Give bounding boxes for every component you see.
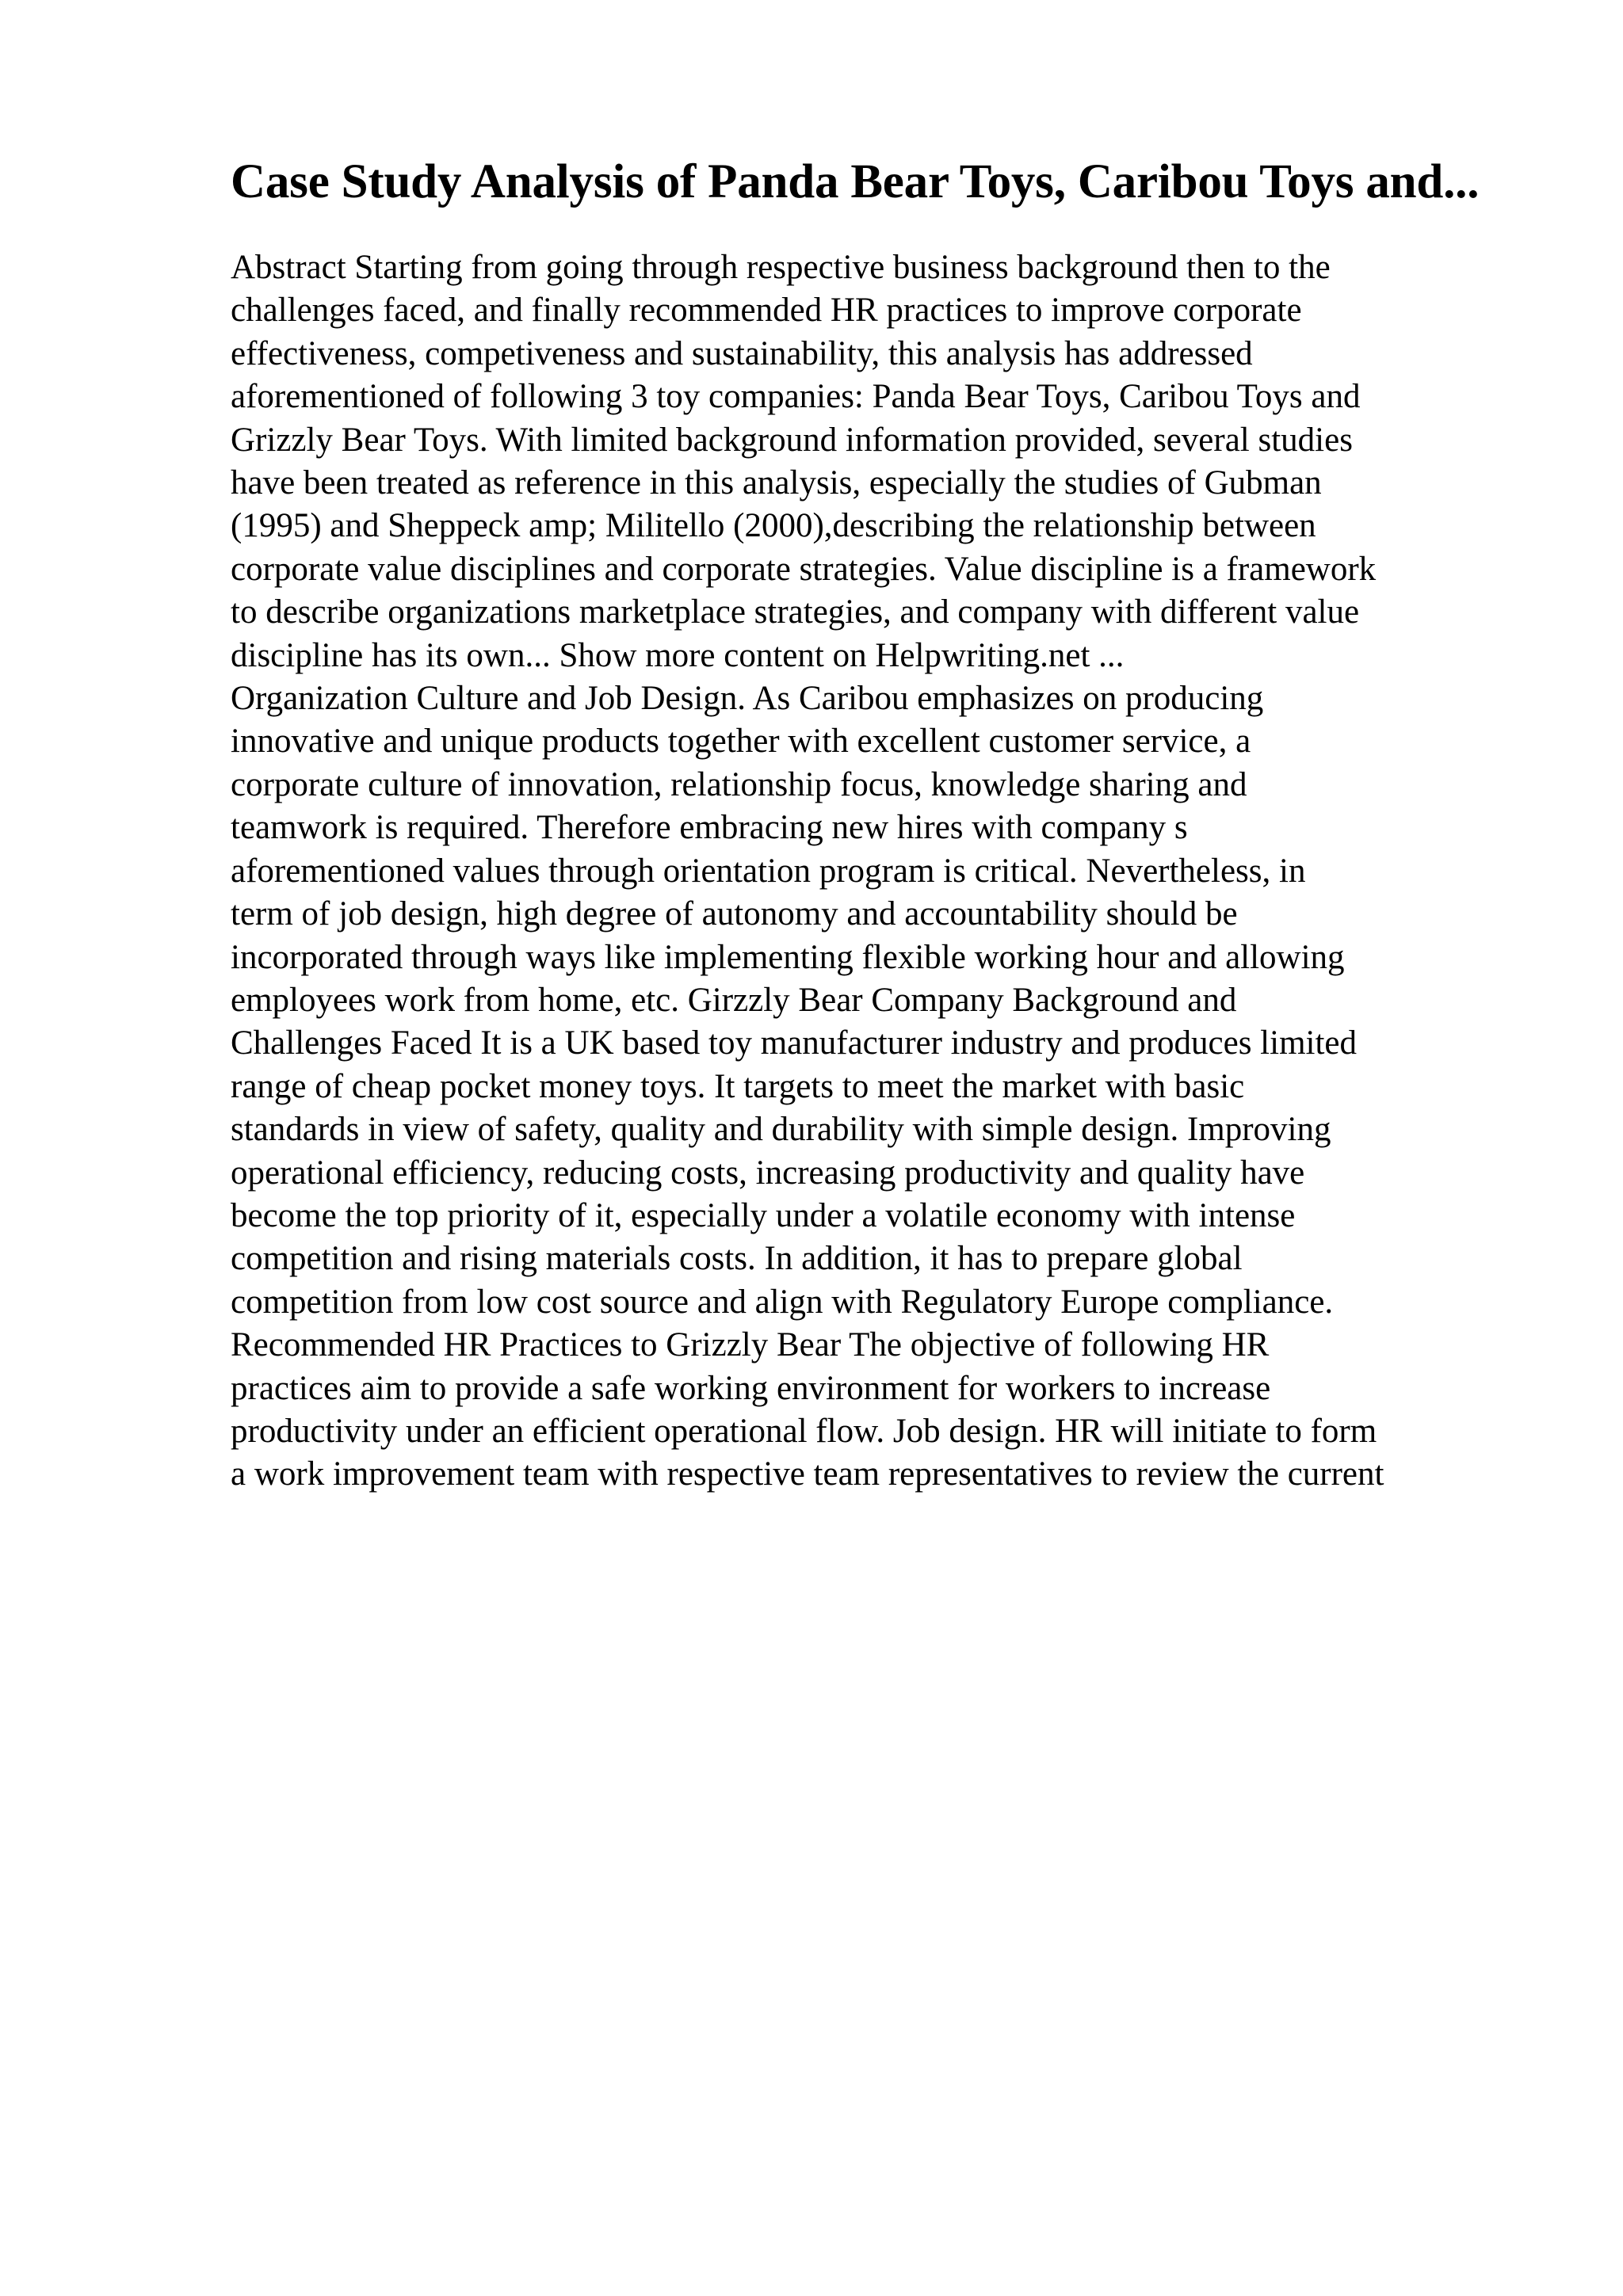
- body-text-line: innovative and unique products together with excellent customer service, a: [231, 723, 1251, 761]
- body-text-line: productivity under an efficient operational flow. Job design. HR will initiate to form: [231, 1412, 1377, 1450]
- body-text-line: term of job design, high degree of autonomy and accountability should be: [231, 895, 1238, 933]
- document-title: Case Study Analysis of Panda Bear Toys, Caribou Toys and...: [231, 155, 1480, 208]
- body-text-line: incorporated through ways like implementing flexible working hour and allowing: [231, 938, 1345, 976]
- body-text-line: discipline has its own... Show more content on Helpwriting.net ...: [231, 636, 1125, 674]
- body-text-line: challenges faced, and finally recommended HR practices to improve corporate: [231, 292, 1302, 330]
- body-text-line: become the top priority of it, especially under a volatile economy with intense: [231, 1196, 1296, 1234]
- body-text-line: corporate value disciplines and corporate strategies. Value discipline is a framework: [231, 550, 1377, 588]
- body-text-line: employees work from home, etc. Girzzly Bear Company Background and: [231, 981, 1237, 1019]
- body-text-line: Grizzly Bear Toys. With limited background information provided, several studies: [231, 421, 1353, 459]
- body-text-line: corporate culture of innovation, relationship focus, knowledge sharing and: [231, 765, 1247, 803]
- body-text-line: standards in view of safety, quality and durability with simple design. Improving: [231, 1111, 1331, 1149]
- body-text-line: effectiveness, competiveness and sustainability, this analysis has addressed: [231, 334, 1253, 372]
- body-text-line: Abstract Starting from going through respective business background then to the: [231, 249, 1331, 286]
- body-text-line: have been treated as reference in this analysis, especially the studies of Gubman: [231, 464, 1322, 502]
- body-text-line: competition from low cost source and align with Regulatory Europe compliance.: [231, 1283, 1334, 1321]
- body-text-line: range of cheap pocket money toys. It targets to meet the market with basic: [231, 1067, 1245, 1105]
- body-text-line: Organization Culture and Job Design. As Caribou emphasizes on producing: [231, 680, 1264, 718]
- body-text-line: teamwork is required. Therefore embracing new hires with company s: [231, 809, 1188, 847]
- body-text-line: operational efficiency, reducing costs, increasing productivity and quality have: [231, 1154, 1305, 1192]
- body-text-line: aforementioned of following 3 toy companies: Panda Bear Toys, Caribou Toys and: [231, 378, 1361, 416]
- body-text-line: Challenges Faced It is a UK based toy manufacturer industry and produces limited: [231, 1024, 1357, 1062]
- body-text-line: a work improvement team with respective team representatives to review the current: [231, 1455, 1384, 1493]
- body-text-line: aforementioned values through orientation program is critical. Nevertheless, in: [231, 852, 1306, 890]
- document-body: [231, 246, 1594, 1497]
- body-text-line: (1995) and Sheppeck amp; Militello (2000),describing the relationship between: [231, 507, 1316, 545]
- body-text-line: Recommended HR Practices to Grizzly Bear The objective of following HR: [231, 1326, 1270, 1364]
- body-text-line: practices aim to provide a safe working environment for workers to increase: [231, 1369, 1271, 1407]
- body-text-line: to describe organizations marketplace strategies, and company with different value: [231, 593, 1360, 631]
- body-text-line: competition and rising materials costs. In addition, it has to prepare global: [231, 1240, 1243, 1278]
